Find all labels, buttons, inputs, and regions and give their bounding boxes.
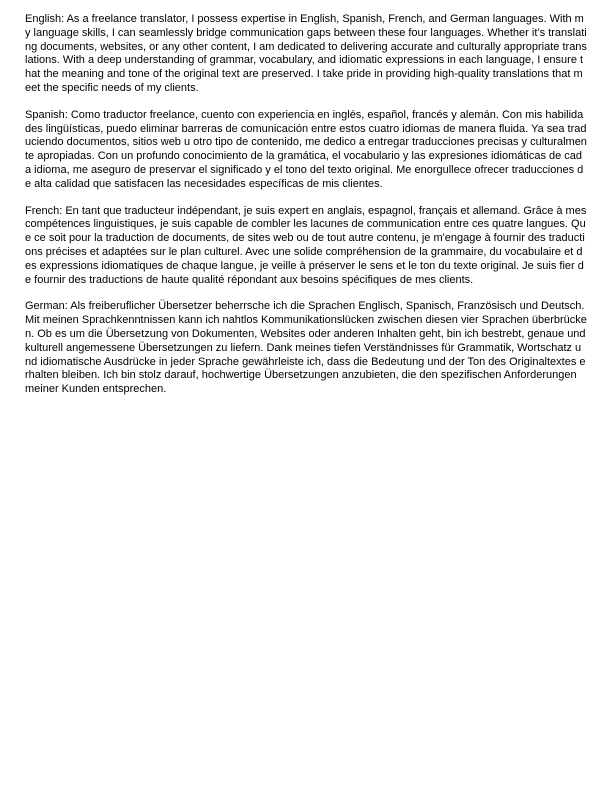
- paragraph-spanish: Spanish: Como traductor freelance, cuento con experiencia en inglés, español, francés y alemán. Con mis habilidades lingüísticas, puedo eliminar barreras de comunicación entre estos cuatro idiomas de manera fluida. Ya sea traduciendo documentos, sitios web u otro tipo de contenido, me dedico a entregar traducciones precisas y culturalmente apropiadas. Con un profundo conocimiento de la gramática, el vocabulario y las expresiones idiomáticas de cada idioma, me aseguro de preservar el significado y el tono del texto original. Me enorgullece ofrecer traducciones de alta calidad que satisfacen las necesidades específicas de mis clientes.: [25, 108, 587, 190]
- document-page: [25, 13, 590, 410]
- paragraph-german: German: Als freiberuflicher Übersetzer beherrsche ich die Sprachen Englisch, Spanisch, Französisch und Deutsch. Mit meinen Sprachkenntnissen kann ich nahtlos Kommunikationslücken zwischen diesen vier Sprachen überbrücken. Ob es um die Übersetzung von Dokumenten, Websites oder anderen Inhalten geht, bin ich bestrebt, genaue und kulturell angemessene Übersetzungen zu liefern. Dank meines tiefen Verständnisses für Grammatik, Wortschatz und idiomatische Ausdrücke in jeder Sprache gewährleiste ich, dass die Bedeutung und der Ton des Originaltextes erhalten bleiben. Ich bin stolz darauf, hochwertige Übersetzungen anzubieten, die den spezifischen Anforderungen meiner Kunden entsprechen.: [25, 300, 589, 396]
- paragraph-french: French: En tant que traducteur indépendant, je suis expert en anglais, espagnol, français et allemand. Grâce à mes compétences linguistiques, je suis capable de combler les lacunes de communication entre ces quatre langues. Que ce soit pour la traduction de documents, de sites web ou de tout autre contenu, je m'engage à fournir des traductions précises et adaptées sur le plan culturel. Avec une solide compréhension de la grammaire, du vocabulaire et des expressions idiomatiques de chaque langue, je veille à préserver le sens et le ton du texte original. Je suis fier de fournir des traductions de haute qualité répondant aux besoins spécifiques de mes clients.: [25, 204, 590, 286]
- paragraph-english: English: As a freelance translator, I possess expertise in English, Spanish, French, and German languages. With my language skills, I can seamlessly bridge communication gaps between these four languages. Whether it’s translating documents, websites, or any other content, I am dedicated to delivering accurate and culturally appropriate translations. With a deep understanding of grammar, vocabulary, and idiomatic expressions in each language, I ensure that the meaning and tone of the original text are preserved. I take pride in providing high-quality translations that meet the specific needs of my clients.: [25, 13, 587, 94]
